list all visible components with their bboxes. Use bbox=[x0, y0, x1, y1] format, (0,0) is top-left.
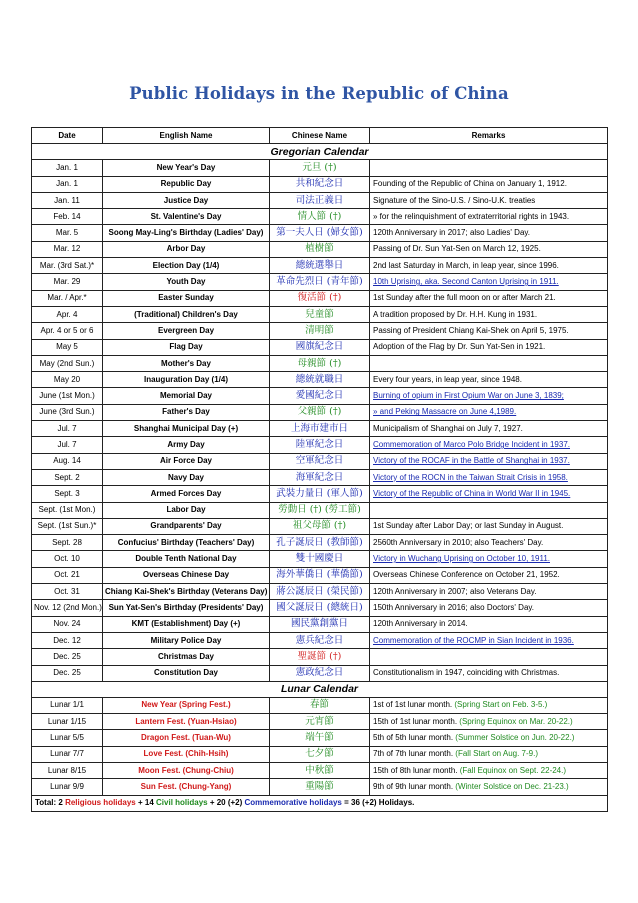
table-row bbox=[32, 632, 608, 648]
chinese-name-cell: 共和紀念日 bbox=[270, 176, 370, 192]
table-header-row bbox=[32, 128, 608, 144]
english-name-cell: Labor Day bbox=[103, 502, 270, 518]
english-name-cell: Easter Sunday bbox=[103, 290, 270, 306]
table-row bbox=[32, 453, 608, 469]
section-header-row bbox=[32, 681, 608, 697]
chinese-name-cell: 重陽節 bbox=[270, 779, 370, 795]
table-row bbox=[32, 616, 608, 632]
date-cell: Jul. 7 bbox=[32, 421, 103, 437]
chinese-name-cell: 總統就職日 bbox=[270, 372, 370, 388]
remarks-cell bbox=[370, 160, 608, 176]
chinese-name-cell: 情人節 (†) bbox=[270, 209, 370, 225]
remarks-text: Adoption of the Flag by Dr. Sun Yat-Sen in 1921. bbox=[373, 342, 546, 352]
table-row bbox=[32, 372, 608, 388]
chinese-name-cell: 憲政紀念日 bbox=[270, 665, 370, 681]
remarks-text: A tradition proposed by Dr. H.H. Kung in 1931. bbox=[373, 309, 538, 319]
remarks-text: 120th Anniversary in 2017; also Ladies' Day. bbox=[373, 228, 531, 238]
remarks-cell bbox=[370, 437, 608, 453]
remarks-text: 7th of 7th lunar month. bbox=[373, 749, 454, 759]
date-cell: Oct. 10 bbox=[32, 551, 103, 567]
english-name-cell: KMT (Establishment) Day (+) bbox=[103, 616, 270, 632]
total-cell bbox=[32, 795, 608, 811]
chinese-name-cell: 總統選舉日 bbox=[270, 258, 370, 274]
table-row bbox=[32, 290, 608, 306]
date-cell: Jan. 1 bbox=[32, 160, 103, 176]
chinese-name-cell: 母親節 (†) bbox=[270, 355, 370, 371]
table-row bbox=[32, 469, 608, 485]
english-name-cell: Army Day bbox=[103, 437, 270, 453]
remarks-cell bbox=[370, 225, 608, 241]
english-name-cell: Armed Forces Day bbox=[103, 486, 270, 502]
remarks-text: 15th of 8th lunar month. bbox=[373, 765, 458, 775]
remarks-solar-term: (Winter Solstice on Dec. 21-23.) bbox=[455, 781, 569, 791]
remarks-cell bbox=[370, 274, 608, 290]
english-name-cell: Election Day (1/4) bbox=[103, 258, 270, 274]
english-name-cell: Shanghai Municipal Day (+) bbox=[103, 421, 270, 437]
english-name-cell: Air Force Day bbox=[103, 453, 270, 469]
chinese-name-cell: 海軍紀念日 bbox=[270, 469, 370, 485]
chinese-name-cell: 雙十國慶日 bbox=[270, 551, 370, 567]
chinese-name-cell: 勞動日 (†) (勞工節) bbox=[270, 502, 370, 518]
remarks-text: 1st Sunday after Labor Day; or last Sunday in August. bbox=[373, 521, 564, 531]
remarks-text: Overseas Chinese Conference on October 21, 1952. bbox=[373, 570, 560, 580]
date-cell: Dec. 25 bbox=[32, 649, 103, 665]
english-name-cell: Flag Day bbox=[103, 339, 270, 355]
remarks-cell bbox=[370, 697, 608, 713]
table-row bbox=[32, 714, 608, 730]
section-title: Gregorian Calendar bbox=[32, 144, 608, 160]
remarks-link[interactable]: Burning of opium in First Opium War on June 3, 1839; bbox=[373, 391, 564, 401]
date-cell: Dec. 25 bbox=[32, 665, 103, 681]
remarks-cell bbox=[370, 469, 608, 485]
english-name-cell: Soong May-Ling's Birthday (Ladies' Day) bbox=[103, 225, 270, 241]
remarks-cell bbox=[370, 209, 608, 225]
english-name-cell: Inauguration Day (1/4) bbox=[103, 372, 270, 388]
remarks-cell bbox=[370, 192, 608, 208]
date-cell: Oct. 31 bbox=[32, 584, 103, 600]
remarks-link[interactable]: Victory in Wuchang Uprising on October 10, 1911. bbox=[373, 554, 550, 564]
english-name-cell: Youth Day bbox=[103, 274, 270, 290]
chinese-name-cell: 空軍紀念日 bbox=[270, 453, 370, 469]
table-row bbox=[32, 323, 608, 339]
chinese-name-cell: 司法正義日 bbox=[270, 192, 370, 208]
table-row bbox=[32, 600, 608, 616]
table-row bbox=[32, 355, 608, 371]
english-name-cell: Lantern Fest. (Yuan-Hsiao) bbox=[103, 714, 270, 730]
date-cell: Feb. 14 bbox=[32, 209, 103, 225]
date-cell: May (2nd Sun.) bbox=[32, 355, 103, 371]
header-chinese-name: Chinese Name bbox=[270, 128, 370, 144]
remarks-cell bbox=[370, 779, 608, 795]
total-commemorative: Commemorative holidays bbox=[244, 798, 342, 808]
holidays-table bbox=[31, 127, 608, 812]
chinese-name-cell: 春節 bbox=[270, 697, 370, 713]
table-row bbox=[32, 502, 608, 518]
chinese-name-cell: 革命先烈日 (青年節) bbox=[270, 274, 370, 290]
remarks-text: 120th Anniversary in 2014. bbox=[373, 619, 468, 629]
remarks-cell bbox=[370, 258, 608, 274]
table-row bbox=[32, 535, 608, 551]
chinese-name-cell: 七夕節 bbox=[270, 746, 370, 762]
english-name-cell: Mother's Day bbox=[103, 355, 270, 371]
remarks-cell bbox=[370, 649, 608, 665]
date-cell: Sept. 2 bbox=[32, 469, 103, 485]
english-name-cell: Moon Fest. (Chung-Chiu) bbox=[103, 762, 270, 778]
table-row bbox=[32, 160, 608, 176]
remarks-cell bbox=[370, 290, 608, 306]
chinese-name-cell: 武裝力量日 (軍人節) bbox=[270, 486, 370, 502]
english-name-cell: Evergreen Day bbox=[103, 323, 270, 339]
chinese-name-cell: 第一夫人日 (婦女節) bbox=[270, 225, 370, 241]
total-civil: Civil holidays bbox=[156, 798, 208, 808]
total-mid1: + 14 bbox=[135, 798, 157, 808]
english-name-cell: Memorial Day bbox=[103, 388, 270, 404]
chinese-name-cell: 元宵節 bbox=[270, 714, 370, 730]
table-row bbox=[32, 697, 608, 713]
table-row bbox=[32, 388, 608, 404]
remarks-text: Founding of the Republic of China on January 1, 1912. bbox=[373, 179, 567, 189]
date-cell: May 20 bbox=[32, 372, 103, 388]
chinese-name-cell: 兒童節 bbox=[270, 306, 370, 322]
chinese-name-cell: 憲兵紀念日 bbox=[270, 632, 370, 648]
date-cell: Apr. 4 bbox=[32, 306, 103, 322]
remarks-cell bbox=[370, 453, 608, 469]
table-row bbox=[32, 176, 608, 192]
english-name-cell: Sun Fest. (Chung-Yang) bbox=[103, 779, 270, 795]
remarks-cell bbox=[370, 372, 608, 388]
remarks-cell bbox=[370, 355, 608, 371]
remarks-text: Municipalism of Shanghai on July 7, 1927. bbox=[373, 423, 523, 433]
english-name-cell: Republic Day bbox=[103, 176, 270, 192]
table-row bbox=[32, 192, 608, 208]
remarks-solar-term: (Fall Start on Aug. 7-9.) bbox=[455, 749, 538, 759]
english-name-cell: Sun Yat-Sen's Birthday (Presidents' Day) bbox=[103, 600, 270, 616]
remarks-cell bbox=[370, 176, 608, 192]
date-cell: Sept. 28 bbox=[32, 535, 103, 551]
header-date: Date bbox=[32, 128, 103, 144]
english-name-cell: Military Police Day bbox=[103, 632, 270, 648]
english-name-cell: Chiang Kai-Shek's Birthday (Veterans Day) bbox=[103, 584, 270, 600]
remarks-text: Every four years, in leap year, since 1948. bbox=[373, 374, 522, 384]
date-cell: Nov. 24 bbox=[32, 616, 103, 632]
remarks-text: 150th Anniversary in 2016; also Doctors' Day. bbox=[373, 602, 535, 612]
remarks-cell bbox=[370, 486, 608, 502]
table-row bbox=[32, 665, 608, 681]
table-row bbox=[32, 437, 608, 453]
remarks-solar-term: (Spring Start on Feb. 3-5.) bbox=[454, 700, 548, 710]
table-row bbox=[32, 762, 608, 778]
table-row bbox=[32, 339, 608, 355]
date-cell: Jan. 11 bbox=[32, 192, 103, 208]
english-name-cell: Double Tenth National Day bbox=[103, 551, 270, 567]
date-cell: May 5 bbox=[32, 339, 103, 355]
remarks-text: 1st Sunday after the full moon on or after March 21. bbox=[373, 293, 556, 303]
table-row bbox=[32, 779, 608, 795]
remarks-cell bbox=[370, 241, 608, 257]
remarks-text: 2560th Anniversary in 2010; also Teachers' Day. bbox=[373, 537, 544, 547]
remarks-cell bbox=[370, 746, 608, 762]
remarks-link[interactable]: Commemoration of the ROCMP in Sian Incident in 1936. bbox=[373, 635, 574, 645]
date-cell: Lunar 7/7 bbox=[32, 746, 103, 762]
chinese-name-cell: 國民黨創黨日 bbox=[270, 616, 370, 632]
table-row bbox=[32, 518, 608, 534]
date-cell: Mar. 5 bbox=[32, 225, 103, 241]
chinese-name-cell: 植樹節 bbox=[270, 241, 370, 257]
remarks-link[interactable]: 10th Uprising, aka. Second Canton Uprising in 1911. bbox=[373, 277, 559, 287]
remarks-link[interactable]: Victory of the ROCAF in the Battle of Shanghai in 1937. bbox=[373, 456, 570, 466]
remarks-text: Constitutionalism in 1947, coinciding with Christmas. bbox=[373, 668, 560, 678]
header-remarks: Remarks bbox=[370, 128, 608, 144]
remarks-text: 9th of 9th lunar month. bbox=[373, 781, 454, 791]
english-name-cell: Father's Day bbox=[103, 404, 270, 420]
header-english-name: English Name bbox=[103, 128, 270, 144]
remarks-solar-term: (Spring Equinox on Mar. 20-22.) bbox=[459, 716, 573, 726]
table-row bbox=[32, 567, 608, 583]
date-cell: Jul. 7 bbox=[32, 437, 103, 453]
table-row bbox=[32, 225, 608, 241]
english-name-cell: Justice Day bbox=[103, 192, 270, 208]
date-cell: Sept. 3 bbox=[32, 486, 103, 502]
english-name-cell: Christmas Day bbox=[103, 649, 270, 665]
section-title: Lunar Calendar bbox=[32, 681, 608, 697]
table-row bbox=[32, 404, 608, 420]
date-cell: Mar. (3rd Sat.)* bbox=[32, 258, 103, 274]
chinese-name-cell: 陸軍紀念日 bbox=[270, 437, 370, 453]
chinese-name-cell: 復活節 (†) bbox=[270, 290, 370, 306]
chinese-name-cell: 元旦 (†) bbox=[270, 160, 370, 176]
remarks-text: 120th Anniversary in 2007; also Veterans Day. bbox=[373, 586, 537, 596]
remarks-cell bbox=[370, 584, 608, 600]
table-row bbox=[32, 730, 608, 746]
table-row bbox=[32, 551, 608, 567]
remarks-cell bbox=[370, 730, 608, 746]
remarks-cell bbox=[370, 714, 608, 730]
chinese-name-cell: 中秋節 bbox=[270, 762, 370, 778]
date-cell: Mar. 12 bbox=[32, 241, 103, 257]
date-cell: Sept. (1st Mon.) bbox=[32, 502, 103, 518]
remarks-cell bbox=[370, 339, 608, 355]
table-row bbox=[32, 241, 608, 257]
remarks-text: 15th of 1st lunar month. bbox=[373, 716, 458, 726]
remarks-cell bbox=[370, 762, 608, 778]
chinese-name-cell: 清明節 bbox=[270, 323, 370, 339]
table-row bbox=[32, 584, 608, 600]
table-row bbox=[32, 258, 608, 274]
date-cell: Lunar 9/9 bbox=[32, 779, 103, 795]
remarks-cell bbox=[370, 306, 608, 322]
chinese-name-cell: 祖父母節 (†) bbox=[270, 518, 370, 534]
remarks-solar-term: (Summer Solstice on Jun. 20-22.) bbox=[455, 733, 575, 743]
chinese-name-cell: 海外華僑日 (華僑節) bbox=[270, 567, 370, 583]
table-row bbox=[32, 421, 608, 437]
date-cell: Apr. 4 or 5 or 6 bbox=[32, 323, 103, 339]
total-suffix: = 36 (+2) Holidays. bbox=[341, 798, 415, 808]
date-cell: Aug. 14 bbox=[32, 453, 103, 469]
chinese-name-cell: 愛國紀念日 bbox=[270, 388, 370, 404]
remarks-link[interactable]: Victory of the Republic of China in World War II in 1945. bbox=[373, 488, 571, 498]
remarks-link[interactable]: Commemoration of Marco Polo Bridge Incident in 1937. bbox=[373, 439, 570, 449]
remarks-cell bbox=[370, 665, 608, 681]
chinese-name-cell: 孔子誕辰日 (教師節) bbox=[270, 535, 370, 551]
remarks-cell bbox=[370, 421, 608, 437]
date-cell: Lunar 5/5 bbox=[32, 730, 103, 746]
remarks-cell bbox=[370, 616, 608, 632]
table-row bbox=[32, 649, 608, 665]
total-prefix: Total: 2 bbox=[35, 798, 66, 808]
english-name-cell: Overseas Chinese Day bbox=[103, 567, 270, 583]
chinese-name-cell: 父親節 (†) bbox=[270, 404, 370, 420]
english-name-cell: Arbor Day bbox=[103, 241, 270, 257]
english-name-cell: Constitution Day bbox=[103, 665, 270, 681]
date-cell: Mar. / Apr.* bbox=[32, 290, 103, 306]
english-name-cell: New Year's Day bbox=[103, 160, 270, 176]
date-cell: Dec. 12 bbox=[32, 632, 103, 648]
chinese-name-cell: 聖誕節 (†) bbox=[270, 649, 370, 665]
table-row bbox=[32, 486, 608, 502]
date-cell: Jan. 1 bbox=[32, 176, 103, 192]
remarks-text: Passing of President Chiang Kai-Shek on April 5, 1975. bbox=[373, 325, 569, 335]
chinese-name-cell: 國父誕辰日 (總統日) bbox=[270, 600, 370, 616]
english-name-cell: Love Fest. (Chih-Hsih) bbox=[103, 746, 270, 762]
remarks-cell bbox=[370, 600, 608, 616]
date-cell: Lunar 8/15 bbox=[32, 762, 103, 778]
section-header-row bbox=[32, 144, 608, 160]
english-name-cell: New Year (Spring Fest.) bbox=[103, 697, 270, 713]
date-cell: Lunar 1/1 bbox=[32, 697, 103, 713]
remarks-solar-term: (Fall Equinox on Sept. 22-24.) bbox=[459, 765, 567, 775]
chinese-name-cell: 端午節 bbox=[270, 730, 370, 746]
chinese-name-cell: 上海市建市日 bbox=[270, 421, 370, 437]
date-cell: Sept. (1st Sun.)* bbox=[32, 518, 103, 534]
total-mid2: + 20 (+2) bbox=[207, 798, 245, 808]
remarks-cell bbox=[370, 567, 608, 583]
date-cell: Nov. 12 (2nd Mon.) bbox=[32, 600, 103, 616]
remarks-text: » for the relinquishment of extraterritorial rights in 1943. bbox=[373, 211, 570, 221]
remarks-cell bbox=[370, 323, 608, 339]
date-cell: June (3rd Sun.) bbox=[32, 404, 103, 420]
remarks-cell bbox=[370, 535, 608, 551]
chinese-name-cell: 國旗紀念日 bbox=[270, 339, 370, 355]
date-cell: June (1st Mon.) bbox=[32, 388, 103, 404]
total-row bbox=[32, 795, 608, 811]
remarks-cell bbox=[370, 518, 608, 534]
remarks-link[interactable]: » and Peking Massacre on June 4,1989. bbox=[373, 407, 517, 417]
date-cell: Mar. 29 bbox=[32, 274, 103, 290]
english-name-cell: Grandparents' Day bbox=[103, 518, 270, 534]
english-name-cell: Confucius' Birthday (Teachers' Day) bbox=[103, 535, 270, 551]
english-name-cell: Dragon Fest. (Tuan-Wu) bbox=[103, 730, 270, 746]
remarks-text: 2nd last Saturday in March, in leap year, since 1996. bbox=[373, 260, 559, 270]
chinese-name-cell: 蔣公誕辰日 (榮民節) bbox=[270, 584, 370, 600]
english-name-cell: St. Valentine's Day bbox=[103, 209, 270, 225]
remarks-cell bbox=[370, 502, 608, 518]
date-cell: Oct. 21 bbox=[32, 567, 103, 583]
remarks-text: 1st of 1st lunar month. bbox=[373, 700, 453, 710]
remarks-cell bbox=[370, 404, 608, 420]
table-row bbox=[32, 306, 608, 322]
page-title: Public Holidays in the Republic of China bbox=[129, 84, 509, 103]
english-name-cell: (Traditional) Children's Day bbox=[103, 306, 270, 322]
table-row bbox=[32, 274, 608, 290]
remarks-text: Passing of Dr. Sun Yat-Sen on March 12, 1925. bbox=[373, 244, 541, 254]
date-cell: Lunar 1/15 bbox=[32, 714, 103, 730]
remarks-text: 5th of 5th lunar month. bbox=[373, 733, 454, 743]
remarks-cell bbox=[370, 632, 608, 648]
table-body bbox=[32, 144, 608, 795]
total-religious: Religious holidays bbox=[65, 798, 136, 808]
remarks-link[interactable]: Victory of the ROCN in the Taiwan Strait Crisis in 1958. bbox=[373, 472, 568, 482]
table-row bbox=[32, 209, 608, 225]
table-row bbox=[32, 746, 608, 762]
remarks-cell bbox=[370, 551, 608, 567]
english-name-cell: Navy Day bbox=[103, 469, 270, 485]
remarks-cell bbox=[370, 388, 608, 404]
remarks-text: Signature of the Sino-U.S. / Sino-U.K. treaties bbox=[373, 195, 536, 205]
